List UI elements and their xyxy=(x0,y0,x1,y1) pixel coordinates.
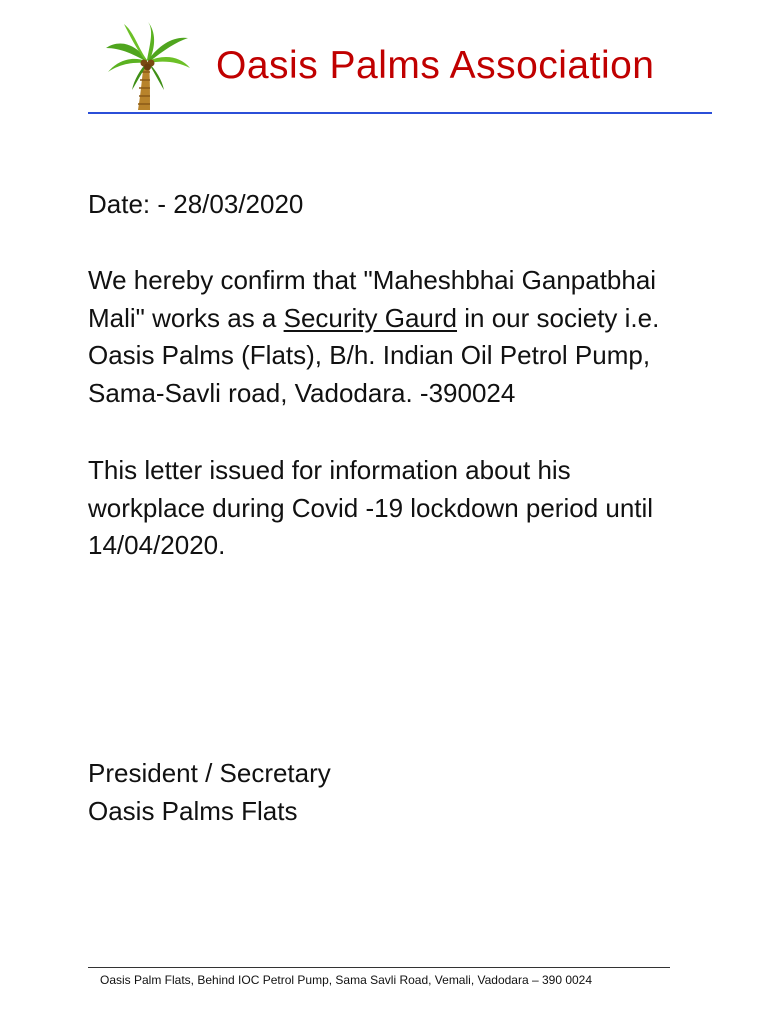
palm-tree-icon xyxy=(104,22,192,114)
signatory-organization: Oasis Palms Flats xyxy=(88,795,298,826)
paragraph-line: workplace during Covid -19 lockdown period until xyxy=(88,492,654,523)
purpose-paragraph xyxy=(88,452,728,565)
confirmation-paragraph xyxy=(88,262,728,412)
job-role: Security Gaurd xyxy=(283,302,458,333)
signature-block xyxy=(88,755,728,830)
letter-date: Date: - 28/03/2020 xyxy=(88,189,304,219)
paragraph-line: 14/04/2020. xyxy=(88,530,226,560)
organization-name: Oasis Palms Association xyxy=(216,44,655,87)
paragraph-line xyxy=(88,300,728,338)
text-segment: Mali" works as a xyxy=(88,302,284,333)
footer-address: Oasis Palm Flats, Behind IOC Petrol Pump, Sama Savli Road, Vemali, Vadodara – 390 0024 xyxy=(100,973,593,987)
paragraph-line: Oasis Palms (Flats), B/h. Indian Oil Petrol Pump, xyxy=(88,340,651,370)
paragraph-line: Sama-Savli road, Vadodara. -390024 xyxy=(88,377,516,408)
signatory-title: President / Secretary xyxy=(88,758,331,788)
footer-divider xyxy=(88,967,670,968)
letterhead xyxy=(88,20,712,114)
text-segment: in our society i.e. xyxy=(457,302,660,333)
paragraph-line: We hereby confirm that "Maheshbhai Ganpatbhai xyxy=(88,265,657,295)
paragraph-line: This letter issued for information about his xyxy=(88,455,571,485)
header-divider xyxy=(88,112,712,114)
